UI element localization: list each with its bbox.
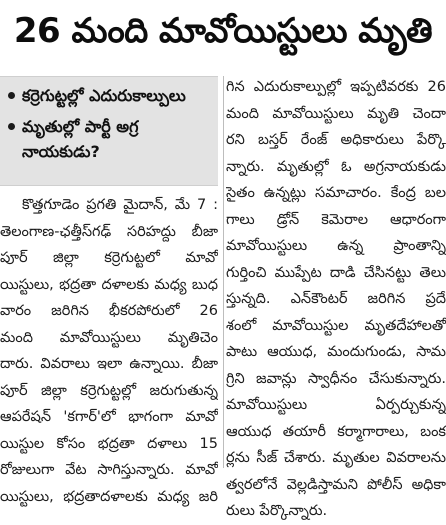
article-body-right: [226, 74, 446, 525]
text-line: మంది మావోయిస్టులు మృతి చెందా: [226, 105, 446, 122]
headline: 26 మంది మావోయిస్టులు మృతి: [13, 11, 433, 51]
highlight-text: కర్రెగుట్టల్లో ఎదురుకాల్పులు: [22, 86, 186, 105]
text-line: వారం జరిగిన భీకరపోరులో 26: [0, 303, 218, 319]
text-line: యిస్టుల కోసం భద్రతా దళాలు 15: [0, 435, 218, 452]
highlight-item: [6, 114, 212, 164]
highlights-box: [0, 76, 218, 186]
text-line: పాటు ఆయుధ, మందుగుండు, సామ: [226, 344, 446, 360]
text-line: రని బస్తర్ రేంజ్ అధికారులు పేర్కొ: [226, 132, 446, 148]
text-line: రోజులుగా వేట సాగిస్తున్నారు. మావో: [0, 462, 218, 478]
text-line: గ్రిని జవాన్లు స్వాధీనం చేసుకున్నారు.: [226, 370, 446, 387]
text-line: యిస్టులు, భద్రతా దళాలకు మధ్య బుధ: [0, 276, 218, 293]
text-line: ఆపరేషన్ 'కగార్'లో భాగంగా మావో: [0, 409, 218, 425]
text-line: ర్లను సీజ్ చేశారు. మృతుల వివరాలను: [226, 450, 446, 466]
right-column: [226, 72, 446, 519]
left-column: [0, 72, 222, 505]
text-line: తెలంగాణ-ఛత్తీస్‌గఢ్ సరిహద్దు బీజా: [0, 223, 218, 240]
highlight-text: మృతుల్లో పార్టీ అగ్ర నాయకుడు?: [22, 117, 139, 161]
text-line: రులు పేర్కొన్నారు.: [226, 503, 328, 519]
text-line: స్తున్నది. ఎన్‌కౌంటర్ జరిగిన ప్రదే: [226, 291, 446, 307]
highlight-item: [6, 83, 212, 108]
text-line: త్వరలోనే వెల్లడిస్తామని పోలీస్ అధికా: [226, 476, 446, 493]
bullet-icon: [8, 92, 15, 99]
text-line: మంది మావోయిస్టులు మృతిచెం: [0, 329, 218, 346]
text-line: గాలు డ్రోన్ కెమెరాల ఆధారంగా: [226, 211, 446, 228]
column-divider: [223, 76, 224, 468]
text-line: పూర్ జిల్లా కర్రెగుట్టలో మావో: [0, 250, 218, 266]
text-line: ఆయుధ తయారీ కర్మాగారాలు, బంక: [226, 423, 446, 440]
article-body-left: [0, 192, 218, 510]
text-line: శంలో మావోయిస్టుల మృతదేహాలతో: [226, 317, 446, 334]
text-line: న్నారు. మృతుల్లో ఓ అగ్రనాయకుడు: [226, 158, 446, 175]
text-line: దారు. వివరాలు ఇలా ఉన్నాయి. బీజా: [0, 356, 218, 372]
bullet-icon: [8, 123, 15, 130]
text-line: గిన ఎదురుకాల్పుల్లో ఇప్పటివరకు 26: [226, 79, 446, 95]
text-line: మావోయిస్టులు ఉన్న ప్రాంతాన్ని: [226, 238, 446, 254]
text-line: పూర్ జిల్లా కర్రెగుట్టల్లో జరుగుతున్న: [0, 382, 218, 399]
text-line: యిస్టులు, భద్రతాదళాలకు మధ్య జరి: [0, 488, 218, 505]
text-line: కొత్తగూడెం ప్రగతి మైదాన్, మే 7 :: [22, 197, 218, 213]
text-line: మావోయిస్టులు ఏర్పర్చుకున్న: [226, 397, 446, 413]
text-line: సైతం ఉన్నట్లు సమాచారం. కేంద్ర బల: [226, 185, 446, 201]
text-line: గుర్తించి ముప్పేట దాడి చేసినట్టు తెలు: [226, 264, 446, 281]
